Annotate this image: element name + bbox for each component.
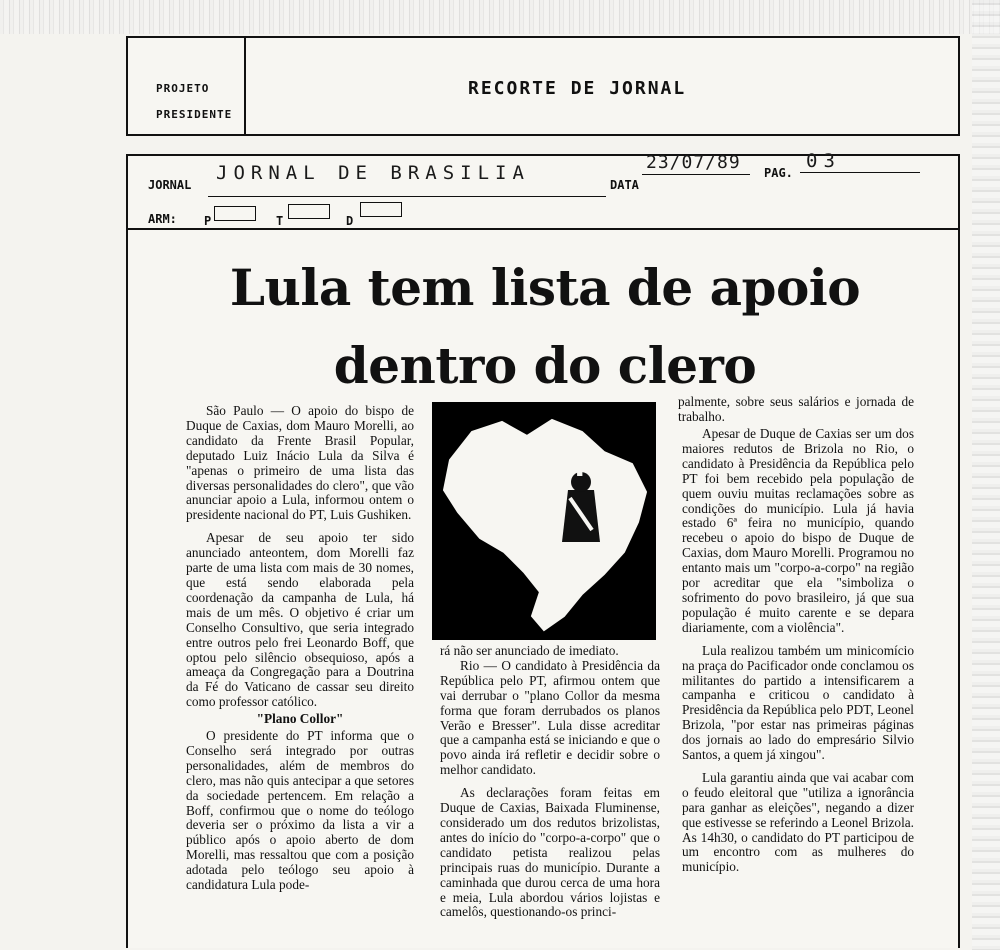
pag-label: PAG.: [764, 166, 793, 180]
arm-d-label: D: [346, 214, 354, 228]
jornal-value: JORNAL DE BRASILIA: [216, 162, 530, 184]
data-value: 23/07/89: [646, 152, 741, 173]
paragraph: Lula garantiu ainda que vai acabar com o feudo eleitoral que "utiliza a ignorância para ganhar as eleições", negando a dizer que estivesse se referindo a Leonel Brizola. As 14h30, o candidato do PT participou de um encontro com as mulheres do município.: [682, 769, 914, 875]
jornal-underline: [208, 196, 606, 197]
data-label: DATA: [610, 178, 639, 192]
paragraph: São Paulo — O apoio do bispo de Duque de Caxias, dom Mauro Morelli, ao candidato da Frente Brasil Popular, deputado Luiz Inácio Lula da Silva é "apenas o primeiro de uma lista das diversas personalidades do clero", que vão anunciar apoio a Lula, informou ontem o presidente nacional do PT, Luis Gushiken.: [186, 403, 414, 523]
article-column-1: [186, 404, 414, 893]
paragraph: Lula realizou também um minicomício na praça do Pacificador onde conclamou os militantes do partido a intensificarem a campanha e criticou o candidato à Presidência da República pelo PDT, Leonel Brizola, "por estar nas primeiras páginas dos jornais ao lado do empresário Silvio Santos, a quem já xingou".: [682, 642, 914, 763]
jornal-label: JORNAL: [148, 178, 192, 192]
headline-line1: Lula tem lista de apoio: [229, 258, 861, 317]
article-column-2: [440, 644, 660, 920]
paragraph: As declarações foram feitas em Duque de Caxias, Baixada Fluminense, considerado um dos redutos brizolistas, antes do início do "corpo-a-corpo" que o candidato petista realizou pelas principais ruas do município. Durante a caminhada que durou cerca de uma hora e meia, Lula abordou vários lojistas e camelôs, questionando-os princi-: [440, 785, 660, 920]
arm-t-label: T: [276, 214, 284, 228]
pag-underline: [800, 172, 920, 173]
data-underline: [642, 174, 750, 175]
paragraph: Rio — O candidato à Presidência da República pelo PT, afirmou ontem que vai derrubar o "plano Collor da mesma forma que foram derrubados os planos Verão e Bresser". Lula disse acreditar que a campanha está se iniciando e que o povo ainda irá refletir e decidir sobre o melhor candidato.: [440, 657, 660, 778]
paragraph: rá não ser anunciado de imediato.: [440, 643, 619, 658]
brazil-map-icon: [432, 402, 656, 640]
arm-p-label: P: [204, 214, 212, 228]
paragraph: O presidente do PT informa que o Conselho será integrado por outras personalidades, além de membros do clero, mas não quis antecipar a que setores da sociedade pertencem. Em relação a Boff, confirmou que o nome do teólogo deveria ser o próximo da lista a vir a público após o apoio aberto de dom Morelli, mas ressaltou que com a posição adotada pelo teólogo seu apoio à candidatura Lula pode-: [186, 728, 414, 893]
clipping-header: [126, 36, 960, 136]
column-2-top-fragment: [678, 395, 914, 425]
project-label-line1: PROJETO: [156, 82, 210, 95]
clipping-title: RECORTE DE JORNAL: [468, 78, 687, 99]
photocopy-noise-right: [972, 0, 1000, 950]
project-label-line2: PRESIDENTE: [156, 108, 233, 121]
arm-d-box: [360, 202, 402, 217]
brazil-map-illustration: [432, 402, 656, 640]
arm-label: ARM:: [148, 212, 177, 226]
clipping-metadata: [126, 150, 960, 230]
headline-line2: dentro do clero: [333, 336, 757, 395]
subheading: "Plano Collor": [256, 711, 344, 727]
paragraph: Apesar de Duque de Caxias ser um dos maiores redutos de Brizola no Rio, o candidato à Presidência da República pelo PT foi bem recebido pela população de quem ouviu muitas reclamações sobre as condições do município. Lula já havia estado 6ª feira no município, quando recebeu o apoio do bispo de Duque de Caxias, dom Mauro Morelli. Programou no entanto mais um "corpo-a-corpo" na região por acreditar que ela "simboliza o sofrimento do povo brasileiro, já que sua população é muito carente e se depara diariamente, com a violência".: [682, 426, 914, 635]
arm-t-box: [288, 204, 330, 219]
paragraph: palmente, sobre seus salários e jornada de trabalho.: [678, 394, 914, 424]
question-mark: ?: [572, 449, 590, 484]
paragraph: Apesar de seu apoio ter sido anunciado anteontem, dom Morelli faz parte de uma lista com mais de 30 nomes, que está sendo elaborada pela coordenação da campanha de Lula, há mais de um mês. O objetivo é criar um Conselho Consultivo, que seria integrado entre outros pelo frei Leonardo Boff, que optou pelo silêncio obsequioso, após a ameaça da Congregação para a Doutrina da Fé do Vaticano de cassar seu direito como professor católico.: [186, 530, 414, 710]
article-column-3: [682, 427, 914, 875]
pag-value: 03: [806, 150, 841, 172]
project-label-cell: [128, 38, 246, 134]
photocopy-noise-top: [0, 0, 1000, 34]
arm-p-box: [214, 206, 256, 221]
